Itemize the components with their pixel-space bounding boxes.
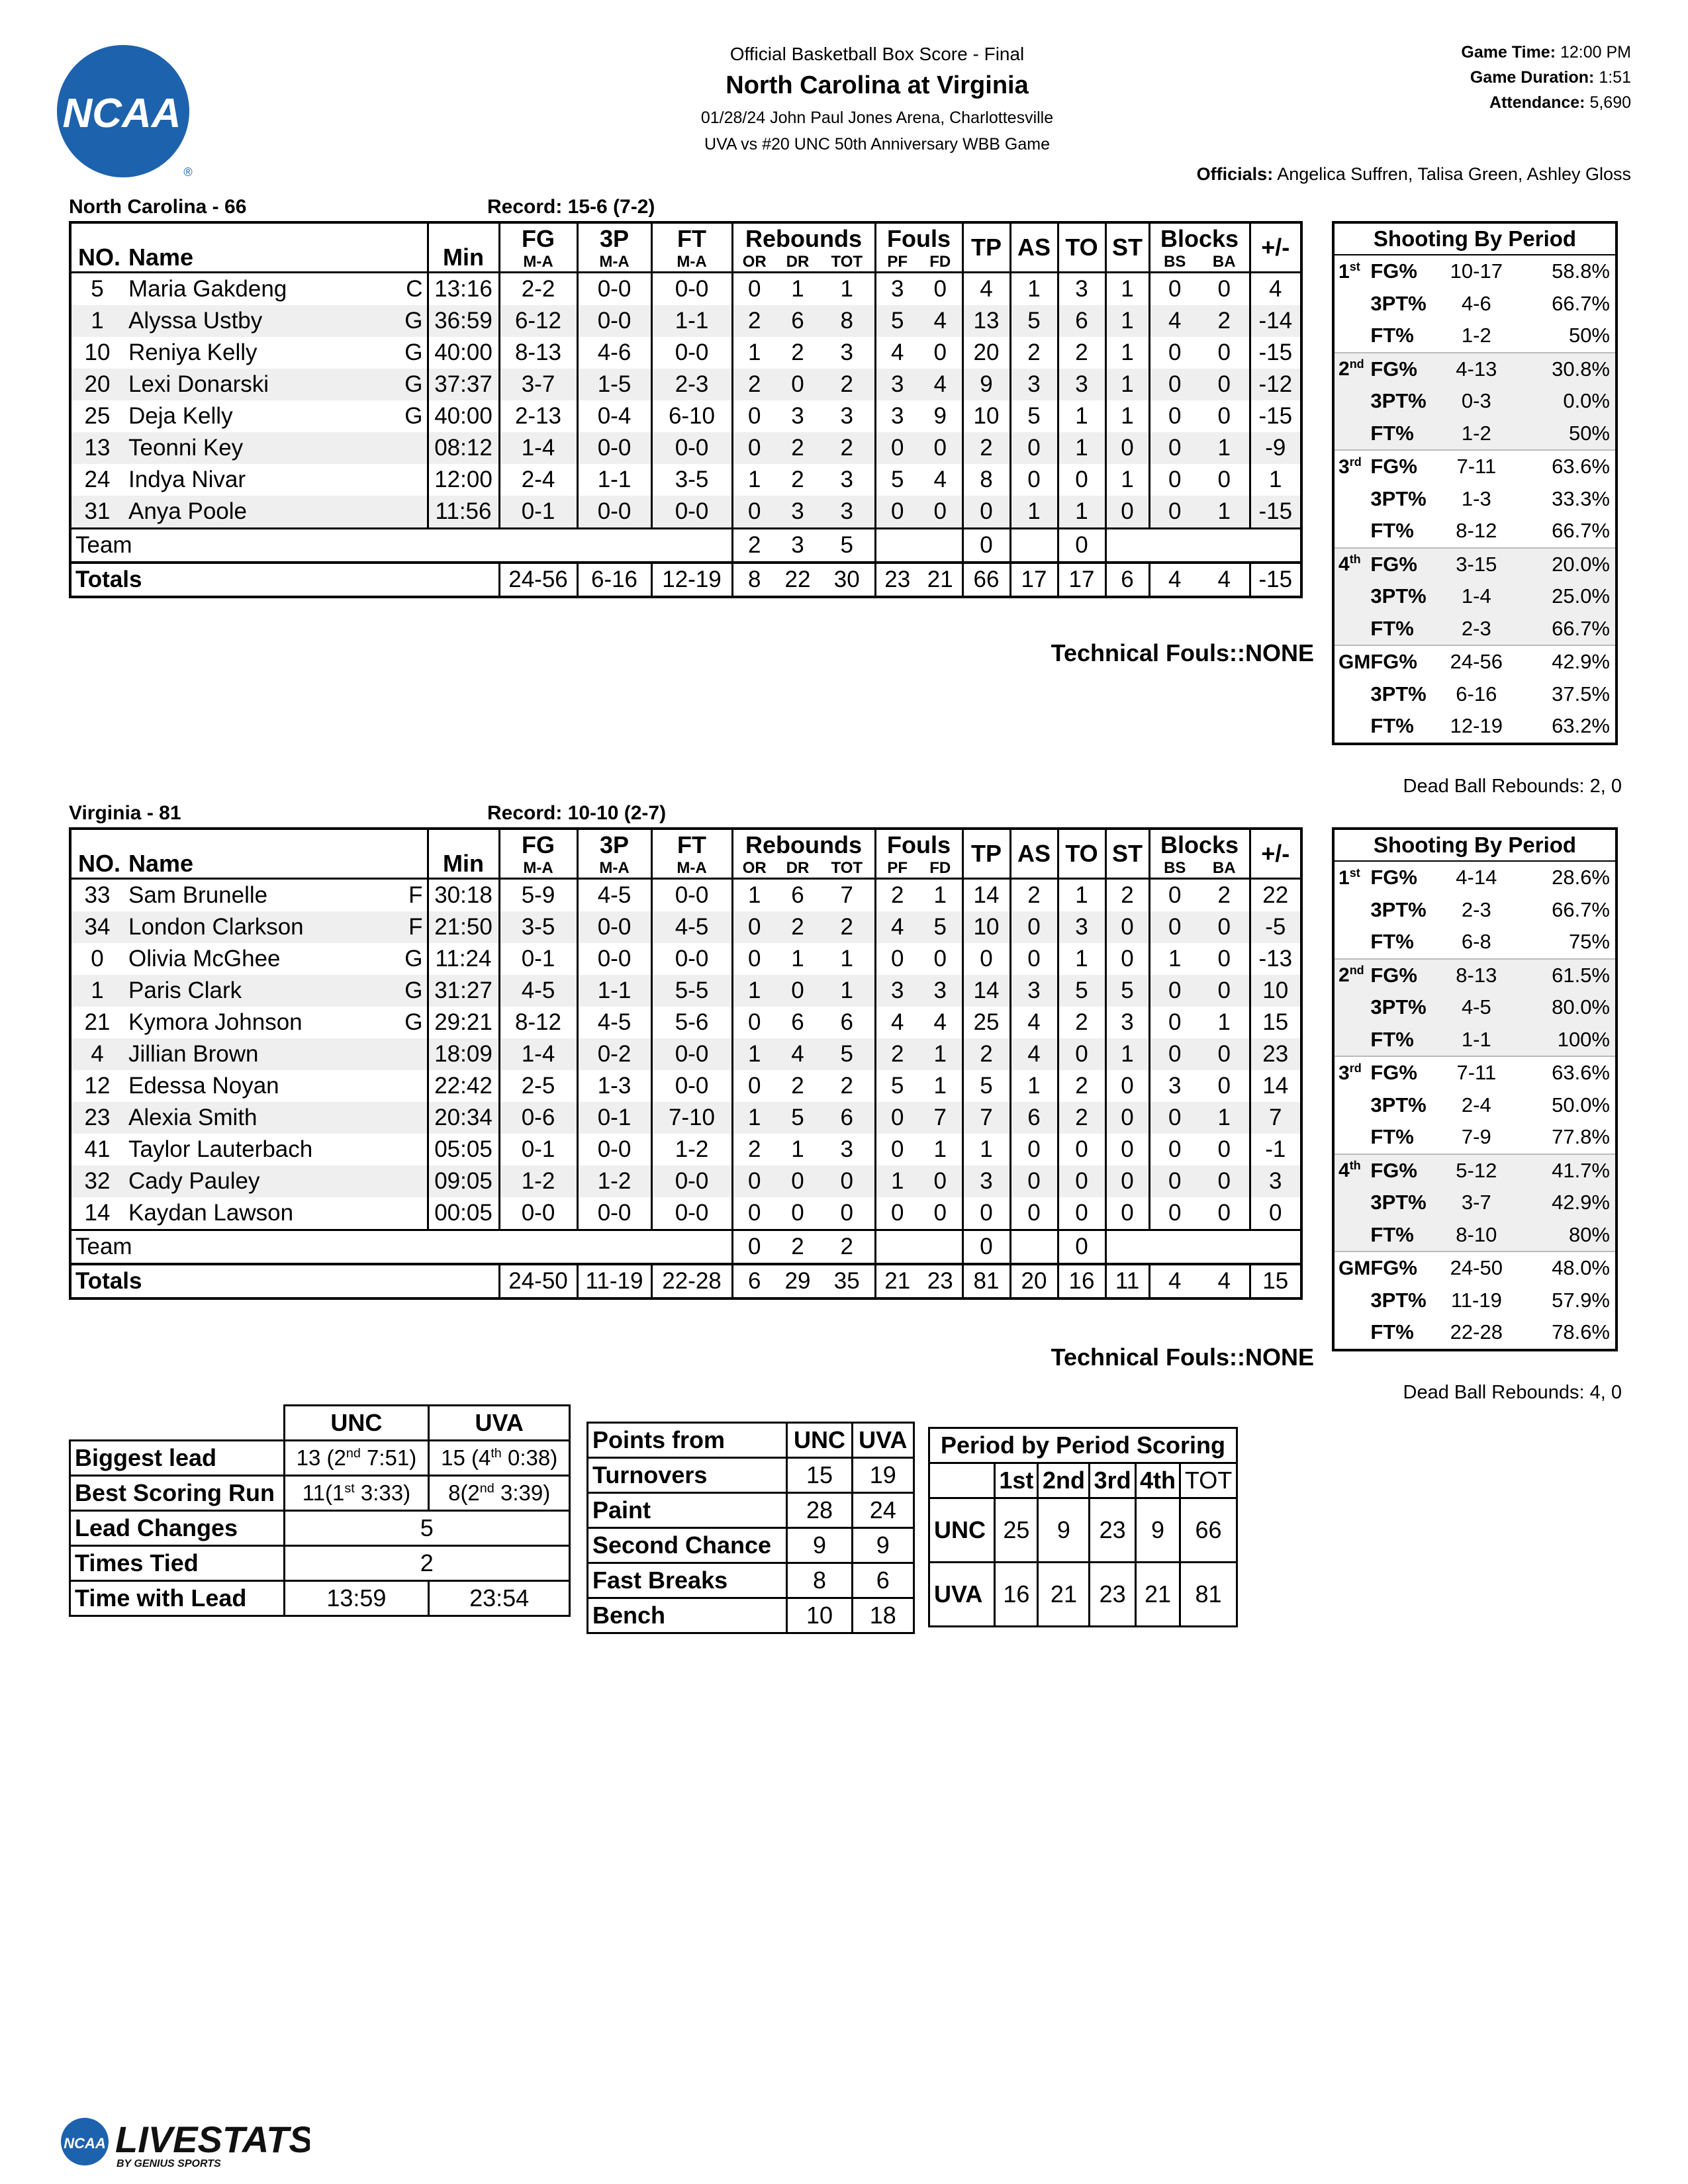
box-score-table: NO. Name Min FG 3P FT Rebounds Fouls TP AS TO ST Blocks +/- M-A M-A M-A OR DR TOT PF FD BS BA 33 Sam Brunelle F 30:18 5-9 4-5 0-0 1 6 7 2 1 14 2 1 2 0 2 22 34 London Clarkson F 21:50 3-5 0-0 4-5 0 2 2 4 5 10 0 3 0 0 0 -5 0 Olivia McGhee G 11:24 0-1 0-0 0-0 0 1 1 0 0 0 0 1 0 1 0 -13 1 Paris Clark G 31:27 4-5 1-1 5-5 1 0 1 3 3 14 3 5 5 0 0 10 21 Kymora Johnson G 29:21 8-12 4-5 5-6 0 6 6 4 4 25 4 2 3 0 1 15 4 Jillian Brown 18:09 1-4 0-2 0-0 1 4 5 2 1 2 4 0 1 0 0 23 12 Edessa Noyan 22:42 2-5 1-3 0-0 0 2 2 5 1 5 1 2 0 3 0 14 23 Alexia Smith 20:34 0-6 0-1 7-10 1 5 6 0 7 7 6 2 0 0 1 7 41 Taylor Lauterbach 05:05 0-1 0-0 1-2 2 1 3 0 1 1 0 0 0 0 0 -1 32 Cady Pauley 09:05 1-2 1-2 0-0 0 0 0 1 0 3 0 0 0 0 0 3 14 Kaydan Lawson 00:05 0-0 0-0 0-0 0 0 0 0 0 0 0 0 0 0 0 0 Team 0 2 2 0 0 Totals 24-50 11-19 22-28 6 29 35 21 23 81 20 16 11 4 4 15: [69, 827, 1303, 1300]
shooting-row: GM FG% 24-50 48.0%: [1333, 1251, 1617, 1285]
team1-box-score: [69, 221, 1303, 598]
player-row: 1 Alyssa Ustby G 36:59 6-12 0-0 1-1 2 6 8 5 4 13 5 6 1 4 2 -14: [70, 305, 1301, 337]
shooting-row: 3PT% 2-4 50.0%: [1370, 1093, 1610, 1116]
shooting-row: 2nd FG% 4-13 30.8%: [1333, 353, 1617, 386]
game-duration: 1:51: [1599, 68, 1631, 87]
player-name: Maria Gakdeng: [128, 276, 287, 302]
player-position: G: [404, 1009, 423, 1035]
shooting-row: FT% 1-1 100%: [1333, 1024, 1617, 1057]
logo-text: NCAA: [62, 91, 181, 136]
points-from-row: Fast Breaks 8 6: [588, 1563, 914, 1598]
player-name: Anya Poole: [128, 498, 248, 524]
player-row: 10 Reniya Kelly G 40:00 8-13 4-6 0-0 1 2 3 4 0 20 2 2 1 0 0 -15: [70, 337, 1301, 369]
shooting-row: 3PT% 2-3 66.7%: [1370, 897, 1610, 921]
player-name: Reniya Kelly: [128, 340, 258, 365]
team2-technical-fouls: Technical Fouls::NONE: [1051, 1343, 1314, 1371]
shooting-row: FT% 1-2 50%: [1370, 324, 1610, 347]
shooting-row: 3PT% 0-3 0.0%: [1333, 385, 1617, 418]
player-name: Olivia McGhee: [128, 946, 281, 972]
player-position: G: [404, 340, 423, 365]
player-row: 24 Indya Nivar 12:00 2-4 1-1 3-5 1 2 3 5 4 8 0 0 1 0 0 1: [70, 464, 1301, 496]
player-row: 5 Maria Gakdeng C 13:16 2-2 0-0 0-0 0 1 1 3 0 4 1 3 1 0 0 4: [70, 273, 1301, 306]
shooting-row: 1st FG% 4-14 28.6%: [1338, 866, 1610, 889]
team-row: Team 0 2 2 0 0: [70, 1230, 1301, 1265]
shooting-row: 3PT% 4-6 66.7%: [1370, 291, 1610, 315]
shooting-row: FT% 22-28 78.6%: [1370, 1320, 1610, 1344]
player-row: 12 Edessa Noyan 22:42 2-5 1-3 0-0 0 2 2 5 1 5 1 2 0 3 0 14: [70, 1070, 1301, 1102]
player-name: Paris Clark: [128, 978, 242, 1003]
points-from-row: Turnovers 15 19: [588, 1458, 914, 1493]
player-row: 4 Jillian Brown 18:09 1-4 0-2 0-0 1 4 5 2 1 2 4 0 1 0 0 23: [70, 1038, 1301, 1070]
player-position: G: [404, 371, 423, 397]
player-row: 0 Olivia McGhee G 11:24 0-1 0-0 0-0 0 1 1 0 0 0 0 1 0 1 0 -13: [70, 943, 1301, 975]
points-from-title: Points from: [588, 1423, 787, 1458]
lead-changes-row: Lead Changes 5: [70, 1511, 570, 1546]
player-row: 41 Taylor Lauterbach 05:05 0-1 0-0 1-2 2 1 3 0 1 1 0 0 0 0 0 -1: [70, 1134, 1301, 1165]
biggest-lead-row: Biggest lead 13 (2nd 7:51) 15 (4th 0:38): [70, 1441, 570, 1476]
event-name: UVA vs #20 UNC 50th Anniversary WBB Game: [704, 135, 1050, 154]
shooting-row: 1st FG% 10-17 58.8%: [1338, 259, 1610, 283]
shooting-row: FT% 1-2 50%: [1333, 418, 1617, 451]
player-name: Alexia Smith: [128, 1105, 258, 1130]
period-scoring-title: Period by Period Scoring: [929, 1428, 1237, 1463]
shooting-row: FT% 8-12 66.7%: [1370, 519, 1610, 543]
shooting-row: 3PT% 1-4 25.0%: [1333, 580, 1617, 613]
team-row: Team 2 3 5 0 0: [70, 529, 1301, 563]
shooting-row: FT% 2-3 66.7%: [1333, 613, 1617, 646]
lead-stats-table: [69, 1404, 571, 1617]
totals-row: Totals 24-50 11-19 22-28 6 29 35 21 23 81 20 16 11 4 4 15: [70, 1264, 1301, 1298]
player-name: Deja Kelly: [128, 403, 233, 429]
date-venue: 01/28/24 John Paul Jones Arena, Charlottesville: [700, 109, 1054, 127]
player-name: Jillian Brown: [128, 1041, 259, 1067]
team1-record: Record: 15-6 (7-2): [487, 196, 655, 218]
best-scoring-run-row: Best Scoring Run 11(1st 3:33) 8(2nd 3:39): [70, 1476, 570, 1511]
svg-text:BY GENIUS SPORTS: BY GENIUS SPORTS: [117, 2158, 221, 2169]
team2-record: Record: 10-10 (2-7): [487, 802, 667, 824]
team2-shooting-by-period: [1332, 827, 1618, 1351]
shooting-row: 3PT% 1-3 33.3%: [1370, 486, 1610, 510]
ncaa-logo: [56, 44, 195, 183]
shooting-row: 4th FG% 5-12 41.7%: [1333, 1154, 1617, 1187]
player-row: 33 Sam Brunelle F 30:18 5-9 4-5 0-0 1 6 7 2 1 14 2 1 2 0 2 22: [70, 879, 1301, 912]
shooting-row: 3PT% 11-19 57.9%: [1370, 1288, 1610, 1312]
team1-title: North Carolina - 66: [69, 196, 247, 218]
points-from-table: Points from UNC UVA Turnovers 15 19 Paint 28 24 Second Chance 9 9 Fast Breaks 8 6 Bench 10 18: [586, 1422, 915, 1634]
shooting-row: 4th FG% 3-15 20.0%: [1333, 548, 1617, 581]
period-score-row: UNC 25 9 23 9 66: [929, 1498, 1237, 1563]
shooting-row: FT% 6-8 75%: [1370, 930, 1610, 954]
player-row: 20 Lexi Donarski G 37:37 3-7 1-5 2-3 2 0 2 3 4 9 3 3 1 0 0 -12: [70, 369, 1301, 400]
game-title: North Carolina at Virginia: [726, 71, 1029, 99]
player-name: London Clarkson: [128, 914, 304, 940]
player-row: 1 Paris Clark G 31:27 4-5 1-1 5-5 1 0 1 3 3 14 3 5 5 0 0 10: [70, 975, 1301, 1007]
time-with-lead-row: Time with Lead 13:59 23:54: [70, 1581, 570, 1616]
team2-dead-ball-rebounds: Dead Ball Rebounds: 4, 0: [1403, 1382, 1622, 1403]
player-position: F: [408, 914, 423, 940]
team1-shooting-by-period: [1332, 221, 1618, 745]
shooting-table: Shooting By Period 1st FG% 4-14 28.6% 3PT% 2-3 66.7% FT% 6-8 75% 2nd FG% 8-13 61.5% 3PT% 4-5 80.0% FT% 1-1 100% 3rd FG% 7-11 63.6% 3PT% 2-4 50.0% FT% 7-9 77.8% 4th FG% 5-12 41.7% 3PT% 3-7 42.9% FT% 8-10 80% GM FG% 24-50 48.0% 3PT% 11-19 57.9% FT% 22-28 78.6%: [1332, 827, 1618, 1351]
lead-header-unc: UNC: [284, 1406, 429, 1441]
player-position: G: [404, 308, 423, 334]
player-name: Kymora Johnson: [128, 1009, 303, 1035]
svg-text:®: ®: [183, 165, 193, 179]
player-row: 14 Kaydan Lawson 00:05 0-0 0-0 0-0 0 0 0 0 0 0 0 0 0 0 0 0: [70, 1197, 1301, 1230]
times-tied-row: Times Tied 2: [70, 1546, 570, 1581]
shooting-row: 2nd FG% 8-13 61.5%: [1333, 959, 1617, 992]
player-name: Lexi Donarski: [128, 371, 269, 397]
shooting-row: GM FG% 24-56 42.9%: [1333, 645, 1617, 678]
player-name: Sam Brunelle: [128, 882, 268, 908]
player-name: Edessa Noyan: [128, 1073, 279, 1099]
player-row: 31 Anya Poole 11:56 0-1 0-0 0-0 0 3 3 0 0 0 1 1 0 0 1 -15: [70, 496, 1301, 529]
game-info: Game Time: 12:00 PM Game Duration: 1:51 Attendance: 5,690: [1461, 43, 1631, 112]
player-name: Indya Nivar: [128, 467, 246, 492]
points-from-row: Bench 10 18: [588, 1598, 914, 1633]
points-from-row: Second Chance 9 9: [588, 1528, 914, 1563]
shooting-table: Shooting By Period 1st FG% 10-17 58.8% 3PT% 4-6 66.7% FT% 1-2 50% 2nd FG% 4-13 30.8% 3PT% 0-3 0.0% FT% 1-2 50% 3rd FG% 7-11 63.6% 3PT% 1-3 33.3% FT% 8-12 66.7% 4th FG% 3-15 20.0% 3PT% 1-4 25.0% FT% 2-3 66.7% GM FG% 24-56 42.9% 3PT% 6-16 37.5% FT% 12-19 63.2%: [1332, 221, 1618, 745]
livestats-text: LIVESTATS: [115, 2118, 310, 2160]
player-position: C: [406, 276, 423, 302]
attendance: 5,690: [1589, 93, 1631, 112]
period-scoring-table: Period by Period Scoring 1st 2nd 3rd 4th TOT UNC 25 9 23 9 66 UVA 16 21 23 21 81: [928, 1427, 1238, 1627]
player-row: 34 London Clarkson F 21:50 3-5 0-0 4-5 0 2 2 4 5 10 0 3 0 0 0 -5: [70, 911, 1301, 943]
game-time: 12:00 PM: [1560, 43, 1631, 62]
team1-dead-ball-rebounds: Dead Ball Rebounds: 2, 0: [1403, 776, 1622, 797]
officials: Officials: Angelica Suffren, Talisa Green, Ashley Gloss: [1196, 164, 1631, 184]
player-name: Alyssa Ustby: [128, 308, 263, 334]
totals-row: Totals 24-56 6-16 12-19 8 22 30 23 21 66 17 17 6 4 4 -15: [70, 563, 1301, 597]
shooting-row: 3PT% 4-5 80.0%: [1333, 991, 1617, 1024]
player-position: F: [408, 882, 423, 908]
player-row: 21 Kymora Johnson G 29:21 8-12 4-5 5-6 0 6 6 4 4 25 4 2 3 0 1 15: [70, 1007, 1301, 1038]
player-row: 23 Alexia Smith 20:34 0-6 0-1 7-10 1 5 6 0 7 7 6 2 0 0 1 7: [70, 1102, 1301, 1134]
team2-title: Virginia - 81: [69, 802, 181, 824]
period-score-row: UVA 16 21 23 21 81: [929, 1563, 1237, 1627]
shooting-row: FT% 12-19 63.2%: [1370, 714, 1610, 738]
player-row: 25 Deja Kelly G 40:00 2-13 0-4 6-10 0 3 3 3 9 10 5 1 1 0 0 -15: [70, 400, 1301, 432]
team2-box-score: [69, 827, 1303, 1300]
livestats-logo: [58, 2110, 310, 2173]
points-from-row: Paint 28 24: [588, 1493, 914, 1528]
shooting-row: FT% 7-9 77.8%: [1370, 1125, 1610, 1149]
lead-header-uva: UVA: [429, 1406, 570, 1441]
shooting-row: 3PT% 6-16 37.5%: [1370, 682, 1610, 705]
player-row: 32 Cady Pauley 09:05 1-2 1-2 0-0 0 0 0 1 0 3 0 0 0 0 0 3: [70, 1165, 1301, 1197]
shooting-row: 3PT% 3-7 42.9%: [1333, 1187, 1617, 1219]
svg-text:NCAA: NCAA: [64, 2135, 106, 2152]
player-position: G: [404, 403, 423, 429]
player-name: Teonni Key: [128, 435, 244, 461]
report-subtitle: Official Basketball Box Score - Final: [729, 44, 1025, 64]
shooting-row: 3rd FG% 7-11 63.6%: [1333, 1056, 1617, 1089]
player-position: G: [404, 978, 423, 1003]
shooting-row: FT% 8-10 80%: [1333, 1219, 1617, 1252]
team1-technical-fouls: Technical Fouls::NONE: [1051, 639, 1314, 666]
player-position: G: [404, 946, 423, 972]
box-score-table: NO. Name Min FG 3P FT Rebounds Fouls TP AS TO ST Blocks +/- M-A M-A M-A OR DR TOT PF FD BS BA 5 Maria Gakdeng C 13:16 2-2 0-0 0-0 0 1 1 3 0 4 1 3 1 0 0 4 1 Alyssa Ustby G 36:59 6-12 0-0 1-1 2 6 8 5 4 13 5 6 1 4 2 -14 10 Reniya Kelly G 40:00 8-13 4-6 0-0 1 2 3 4 0 20 2 2 1 0 0 -15 20 Lexi Donarski G 37:37 3-7 1-5 2-3 2 0 2 3 4 9 3 3 1 0 0 -12 25 Deja Kelly G 40:00 2-13 0-4 6-10 0 3 3 3 9 10 5 1 1 0 0 -15 13 Teonni Key 08:12 1-4 0-0 0-0 0 2 2 0 0 2 0 1 0 0 1 -9 24 Indya Nivar 12:00 2-4 1-1 3-5 1 2 3 5 4 8 0 0 1 0 0 1 31 Anya Poole 11:56 0-1 0-0 0-0 0 3 3 0 0 0 1 1 0 0 1 -15 Team 2 3 5 0 0 Totals 24-56 6-16 12-19 8 22 30 23 21 66 17 17 6 4 4 -15: [69, 221, 1303, 598]
player-row: 13 Teonni Key 08:12 1-4 0-0 0-0 0 2 2 0 0 2 0 1 0 0 1 -9: [70, 432, 1301, 464]
shooting-row: 3rd FG% 7-11 63.6%: [1333, 450, 1617, 483]
player-name: Kaydan Lawson: [128, 1200, 294, 1226]
player-name: Taylor Lauterbach: [128, 1136, 313, 1162]
player-name: Cady Pauley: [128, 1168, 260, 1194]
